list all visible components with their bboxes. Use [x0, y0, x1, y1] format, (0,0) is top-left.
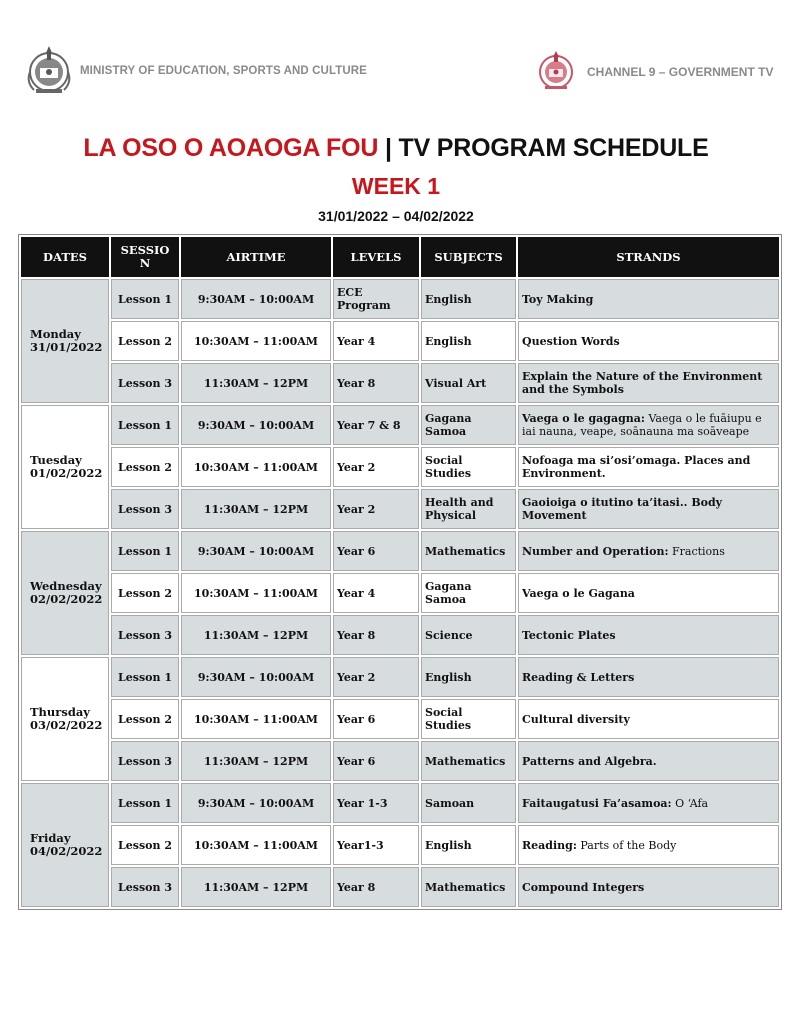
strand-cell: [518, 573, 779, 613]
table-header-row: [21, 237, 779, 277]
airtime-cell: 10:30AM – 11:00AM: [181, 699, 331, 739]
subject-cell: English: [421, 657, 516, 697]
subject-cell: Mathematics: [421, 867, 516, 907]
airtime-cell: 9:30AM – 10:00AM: [181, 657, 331, 697]
strand-bold-text: Tectonic Plates: [522, 628, 616, 642]
subject-cell: Mathematics: [421, 741, 516, 781]
strand-normal-text: Parts of the Body: [576, 838, 677, 852]
subject-cell: Gagana Samoa: [421, 573, 516, 613]
table-row: [21, 741, 779, 781]
page-header: [0, 42, 792, 98]
airtime-cell: 9:30AM – 10:00AM: [181, 783, 331, 823]
title-red-part: LA OSO O AOAOGA FOU: [83, 134, 379, 162]
strand-cell: [518, 363, 779, 403]
level-cell: Year 4: [333, 321, 419, 361]
table-row: [21, 405, 779, 445]
strand-bold-text: Question Words: [522, 334, 620, 348]
strand-normal-text: Fractions: [668, 544, 725, 558]
level-cell: Year 2: [333, 489, 419, 529]
table-row: [21, 279, 779, 319]
strand-cell: [518, 741, 779, 781]
level-cell: Year 8: [333, 615, 419, 655]
session-cell: Lesson 2: [111, 573, 179, 613]
airtime-cell: 11:30AM – 12PM: [181, 615, 331, 655]
session-cell: Lesson 3: [111, 741, 179, 781]
session-cell: Lesson 2: [111, 321, 179, 361]
level-cell: Year 7 & 8: [333, 405, 419, 445]
strand-normal-text: Vaega o le fuāiupu e iai nauna, veape, soānauna ma soāveape: [522, 412, 762, 438]
level-cell: Year 8: [333, 363, 419, 403]
level-cell: Year 2: [333, 657, 419, 697]
session-cell: Lesson 1: [111, 279, 179, 319]
level-cell: Year 6: [333, 741, 419, 781]
subject-cell: Gagana Samoa: [421, 405, 516, 445]
strand-bold-text: Reading & Letters: [522, 670, 635, 684]
airtime-cell: 9:30AM – 10:00AM: [181, 279, 331, 319]
level-cell: Year 8: [333, 867, 419, 907]
subject-cell: Samoan: [421, 783, 516, 823]
strand-bold-text: Faitaugatusi Fa’asamoa:: [522, 796, 672, 810]
table-row: [21, 825, 779, 865]
samoa-coat-of-arms-red-icon: [534, 48, 578, 92]
airtime-cell: 10:30AM – 11:00AM: [181, 447, 331, 487]
strand-bold-text: Compound Integers: [522, 880, 645, 894]
session-cell: Lesson 1: [111, 531, 179, 571]
subject-cell: English: [421, 279, 516, 319]
level-cell: ECE Program: [333, 279, 419, 319]
strand-bold-text: Cultural diversity: [522, 712, 630, 726]
subject-cell: Mathematics: [421, 531, 516, 571]
airtime-cell: 11:30AM – 12PM: [181, 363, 331, 403]
column-header: STRANDS: [518, 237, 779, 277]
title-separator: |: [378, 134, 399, 162]
airtime-cell: 10:30AM – 11:00AM: [181, 321, 331, 361]
column-header: DATES: [21, 237, 109, 277]
subject-cell: Health and Physical: [421, 489, 516, 529]
column-header: LEVELS: [333, 237, 419, 277]
session-cell: Lesson 1: [111, 405, 179, 445]
strand-normal-text: O ‘Afa: [671, 796, 709, 810]
strand-bold-text: Nofoaga ma si’osi’omaga. Places and Environment.: [522, 454, 751, 480]
session-cell: Lesson 1: [111, 657, 179, 697]
ministry-name: MINISTRY OF EDUCATION, SPORTS AND CULTURE: [80, 65, 367, 77]
level-cell: Year 6: [333, 531, 419, 571]
day-cell: Thursday 03/02/2022: [21, 657, 109, 781]
table-row: [21, 783, 779, 823]
table-row: [21, 615, 779, 655]
column-header: SESSIO N: [111, 237, 179, 277]
level-cell: Year 6: [333, 699, 419, 739]
subject-cell: Social Studies: [421, 699, 516, 739]
day-cell: Wednesday 02/02/2022: [21, 531, 109, 655]
day-cell: Friday 04/02/2022: [21, 783, 109, 907]
level-cell: Year 1-3: [333, 783, 419, 823]
session-cell: Lesson 3: [111, 489, 179, 529]
strand-cell: [518, 867, 779, 907]
airtime-cell: 10:30AM – 11:00AM: [181, 573, 331, 613]
airtime-cell: 9:30AM – 10:00AM: [181, 405, 331, 445]
table-row: [21, 447, 779, 487]
samoa-coat-of-arms-icon: [22, 42, 76, 96]
strand-cell: [518, 783, 779, 823]
strand-cell: [518, 699, 779, 739]
table-row: [21, 321, 779, 361]
strand-bold-text: Patterns and Algebra.: [522, 754, 657, 768]
subject-cell: Science: [421, 615, 516, 655]
table-row: [21, 489, 779, 529]
session-cell: Lesson 2: [111, 825, 179, 865]
channel-name: CHANNEL 9 – GOVERNMENT TV: [587, 65, 774, 79]
table-row: [21, 531, 779, 571]
airtime-cell: 11:30AM – 12PM: [181, 867, 331, 907]
strand-cell: [518, 279, 779, 319]
subject-cell: English: [421, 321, 516, 361]
strand-bold-text: Reading:: [522, 838, 577, 852]
page-title: [0, 134, 792, 163]
week-label: WEEK 1: [351, 173, 441, 199]
session-cell: Lesson 3: [111, 363, 179, 403]
level-cell: Year1-3: [333, 825, 419, 865]
column-header: AIRTIME: [181, 237, 331, 277]
subject-cell: Visual Art: [421, 363, 516, 403]
table-row: [21, 573, 779, 613]
column-header: SUBJECTS: [421, 237, 516, 277]
table-row: [21, 657, 779, 697]
airtime-cell: 11:30AM – 12PM: [181, 741, 331, 781]
subject-cell: English: [421, 825, 516, 865]
strand-bold-text: Number and Operation:: [522, 544, 669, 558]
strand-cell: [518, 531, 779, 571]
level-cell: Year 2: [333, 447, 419, 487]
strand-cell: [518, 825, 779, 865]
day-cell: Tuesday 01/02/2022: [21, 405, 109, 529]
schedule-body: [21, 279, 779, 907]
strand-cell: [518, 321, 779, 361]
table-row: [21, 867, 779, 907]
date-range: 31/01/2022 – 04/02/2022: [318, 208, 474, 224]
strand-cell: [518, 615, 779, 655]
strand-bold-text: Explain the Nature of the Environment and the Symbols: [522, 370, 763, 396]
session-cell: Lesson 1: [111, 783, 179, 823]
table-row: [21, 363, 779, 403]
level-cell: Year 4: [333, 573, 419, 613]
strand-cell: [518, 657, 779, 697]
title-black-part: TV PROGRAM SCHEDULE: [398, 134, 709, 162]
airtime-cell: 9:30AM – 10:00AM: [181, 531, 331, 571]
day-cell: Monday 31/01/2022: [21, 279, 109, 403]
session-cell: Lesson 3: [111, 615, 179, 655]
strand-cell: [518, 405, 779, 445]
airtime-cell: 10:30AM – 11:00AM: [181, 825, 331, 865]
strand-bold-text: Gaoioiga o itutino ta’itasi.. Body Movement: [522, 496, 723, 522]
strand-cell: [518, 489, 779, 529]
strand-bold-text: Vaega o le Gagana: [522, 586, 635, 600]
strand-bold-text: Toy Making: [522, 292, 594, 306]
airtime-cell: 11:30AM – 12PM: [181, 489, 331, 529]
session-cell: Lesson 2: [111, 699, 179, 739]
table-row: [21, 699, 779, 739]
session-cell: Lesson 2: [111, 447, 179, 487]
subject-cell: Social Studies: [421, 447, 516, 487]
strand-bold-text: Vaega o le gagagna:: [522, 412, 645, 425]
schedule-table: [18, 234, 782, 910]
strand-cell: [518, 447, 779, 487]
session-cell: Lesson 3: [111, 867, 179, 907]
